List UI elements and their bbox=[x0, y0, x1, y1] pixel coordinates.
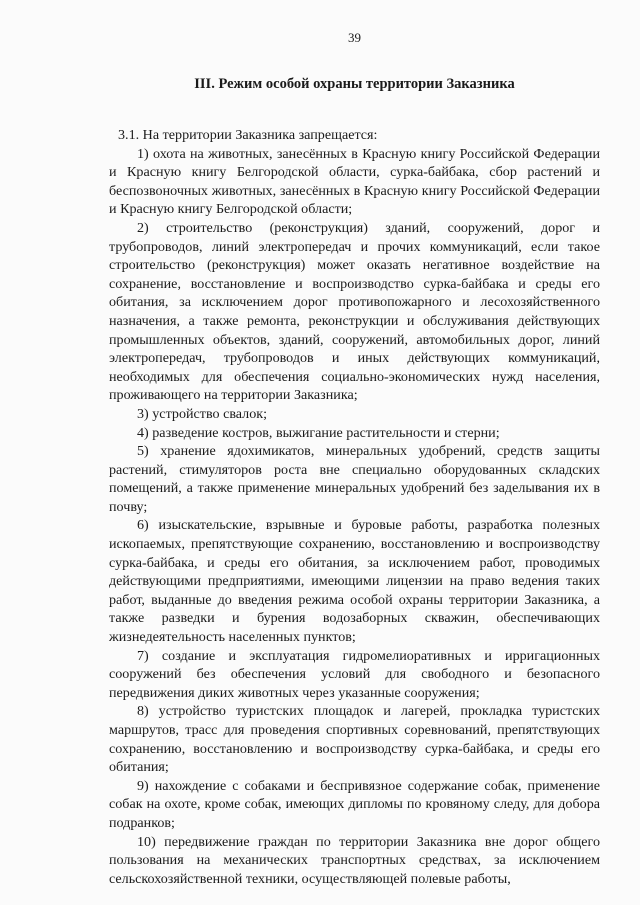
list-item: 7) создание и эксплуатация гидромелиоративных и ирригационных сооружений без обеспечения условий для свободного и безопасного передвижения диких животных через указанные сооружения; bbox=[109, 647, 600, 701]
body-text bbox=[109, 126, 600, 888]
list-item: 6) изыскательские, взрывные и буровые работы, разработка полезных ископаемых, препятствующие сохранению, восстановлению и воспроизводству сурка-байбака, и среды его обитания, за исключением работ, проводимых действующими предприятиями, имеющими лицензии на право ведения таких работ, выданные до введения режима особой охраны территории Заказника, а также разведки и бурения водозаборных скважин, обеспечивающих жизнедеятельность населенных пунктов; bbox=[109, 517, 600, 646]
list-item: 4) разведение костров, выжигание растительности и стерни; bbox=[137, 424, 500, 441]
list-item: 8) устройство туристских площадок и лагерей, прокладка туристских маршрутов, трасс для проведения спортивных соревнований, препятствующих сохранению, восстановлению и воспроизводству сурка-байбака, и среды его обитания; bbox=[109, 703, 600, 776]
page-number: 39 bbox=[348, 30, 361, 45]
list-item: 1) охота на животных, занесённых в Красную книгу Российской Федерации и Красную книгу Белгородской области, сурка-байбака, сбор растений и беспозвоночных животных, занесённых в Красную книгу Российской Федерации и Красную книгу Белгородской области; bbox=[109, 145, 600, 218]
list-item: 10) передвижение граждан по территории Заказника вне дорог общего пользования на механических транспортных средствах, за исключением сельскохозяйственной техники, осуществляющей полевые работы, bbox=[109, 833, 600, 887]
list-item: 2) строительство (реконструкция) зданий, сооружений, дорог и трубопроводов, линий электропередач и прочих коммуникаций, если такое строительство (реконструкция) может оказать негативное воздействие на сохранение, восстановление и воспроизводство сурка-байбака и среды его обитания, за исключением дорог противопожарного и лесохозяйственного назначения, а также ремонта, реконструкции и обслуживания действующих промышленных объектов, зданий, сооружений, автомобильных дорог, линий электропередач, трубопроводов и иных действующих коммуникаций, необходимых для обеспечения социально-экономических нужд населения, проживающего на территории Заказника; bbox=[109, 219, 600, 404]
list-item: 3) устройство свалок; bbox=[137, 405, 268, 422]
list-item: 5) хранение ядохимикатов, минеральных удобрений, средств защиты растений, стимуляторов роста вне специально оборудованных складских помещений, а также применение минеральных удобрений без заделывания их в почву; bbox=[109, 443, 600, 515]
intro-paragraph: 3.1. На территории Заказника запрещается: bbox=[118, 127, 378, 143]
section-title: III. Режим особой охраны территории Заказника bbox=[194, 76, 515, 92]
list-item: 9) нахождение с собаками и беспривязное содержание собак, применение собак на охоте, кроме собак, имеющих дипломы по кровяному следу, для добора подранков; bbox=[109, 777, 600, 831]
